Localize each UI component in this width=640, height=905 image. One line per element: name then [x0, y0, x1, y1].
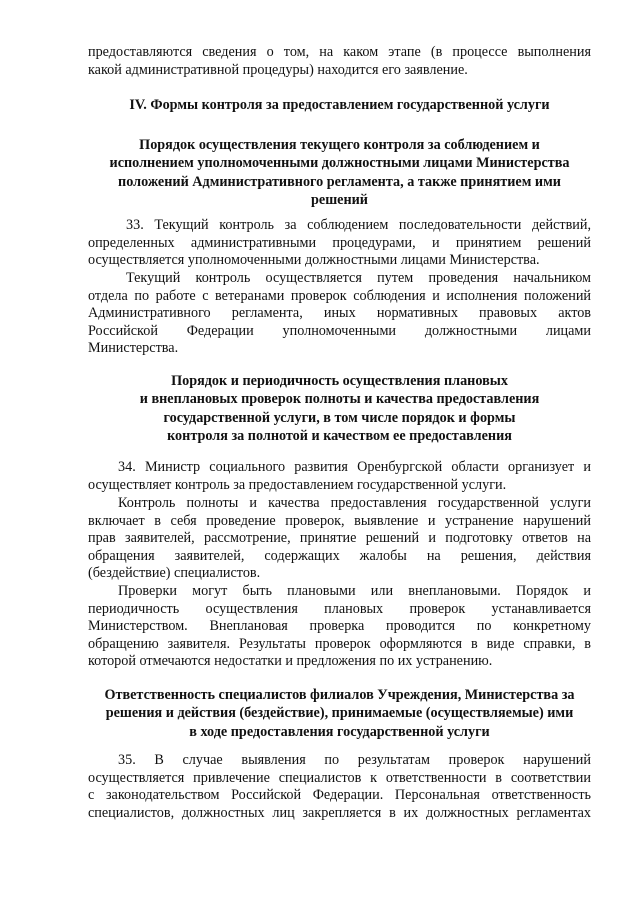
- heading-line: Порядок и периодичность осуществления плановых: [171, 373, 508, 389]
- text-line: какой административной процедуры) находится его заявление.: [88, 61, 468, 78]
- text-line: предоставляются сведения о том, на каком этапе (в процессе выполнения: [88, 44, 591, 60]
- heading-line: Порядок осуществления текущего контроля за соблюдением и: [139, 137, 540, 153]
- text-line: определенных административными процедурами, и принятием решений: [88, 234, 591, 251]
- text-line: с законодательством Российской Федерации. Персональная ответственность: [88, 787, 591, 804]
- text-line: периодичность осуществления плановых проверок устанавливается: [88, 600, 591, 617]
- text-line: осуществляется уполномоченными должностными лицами Министерства.: [88, 252, 540, 269]
- subheading-current-control: [88, 136, 591, 210]
- top-paragraph: [88, 44, 591, 79]
- subheading-responsibility: [88, 686, 591, 741]
- heading-line: и внеплановых проверок полноты и качества предоставления: [139, 391, 540, 408]
- heading-line: положений Административного регламента, а также принятием ими: [118, 173, 561, 190]
- text-line: Контроль полноты и качества предоставления государственной услуги: [118, 495, 591, 511]
- text-line: осуществляет контроль за предоставлением государственной услуги.: [88, 476, 507, 493]
- heading-line: исполнением уполномоченными должностными лицами Министерства: [109, 155, 570, 172]
- text-line: прав заявителей, рассмотрение, принятие решений и подготовку ответов на: [88, 530, 591, 547]
- text-line: Административного регламента, иных нормативных правовых актов: [88, 305, 591, 322]
- paragraph-34-checks: [88, 583, 591, 671]
- section-title: IV. Формы контроля за предоставлением государственной услуги: [129, 97, 550, 113]
- text-line: которой отмечаются недостатки и предложения по их устранению.: [88, 653, 493, 670]
- heading-line: государственной услуги, в том числе порядок и формы: [163, 409, 516, 426]
- text-line: обращению заявителя. Результаты проверок оформляются в виде справки, в: [88, 635, 591, 652]
- heading-line: Ответственность специалистов филиалов Учреждения, Министерства за: [104, 687, 575, 703]
- text-line: Проверки могут быть плановыми или внеплановыми. Порядок и: [118, 583, 591, 599]
- heading-line: решений: [311, 192, 368, 209]
- text-line: 35. В случае выявления по результатам проверок нарушений: [118, 752, 591, 768]
- heading-line: решения и действия (бездействие), принимаемые (осуществляемые) ими: [105, 705, 574, 722]
- text-line: включает в себя проведение проверок, выявление и устранение нарушений: [88, 512, 591, 529]
- text-line: отдела по работе с ветеранами проверок соблюдения и исполнения положений: [88, 287, 591, 304]
- heading-line: в ходе предоставления государственной услуги: [189, 723, 490, 740]
- text-line: Текущий контроль осуществляется путем проведения начальником: [126, 270, 591, 286]
- subheading-inspections: [88, 372, 591, 446]
- paragraph-33: [88, 217, 591, 270]
- paragraph-34-control: [88, 495, 591, 583]
- paragraph-35: [88, 752, 591, 822]
- text-line: осуществляется привлечение специалистов к ответственности в соответствии: [88, 769, 591, 786]
- paragraph-33-continued: [88, 270, 591, 358]
- text-line: 34. Министр социального развития Оренбургской области организует и: [118, 459, 591, 475]
- text-line: Российской Федерации уполномоченными должностными лицами: [88, 322, 591, 339]
- heading-line: контроля за полнотой и качеством ее предоставления: [167, 428, 512, 445]
- text-line: 33. Текущий контроль за соблюдением последовательности действий,: [126, 217, 591, 233]
- text-line: (бездействие) специалистов.: [88, 565, 261, 582]
- text-line: Министерством. Внеплановая проверка проводится по конкретному: [88, 618, 591, 635]
- text-line: специалистов, должностных лиц закрепляется в их должностных регламентах: [88, 804, 591, 821]
- text-line: обращения заявителей, содержащих жалобы на решения, действия: [88, 547, 591, 564]
- paragraph-34: [88, 459, 591, 494]
- text-line: Министерства.: [88, 340, 179, 357]
